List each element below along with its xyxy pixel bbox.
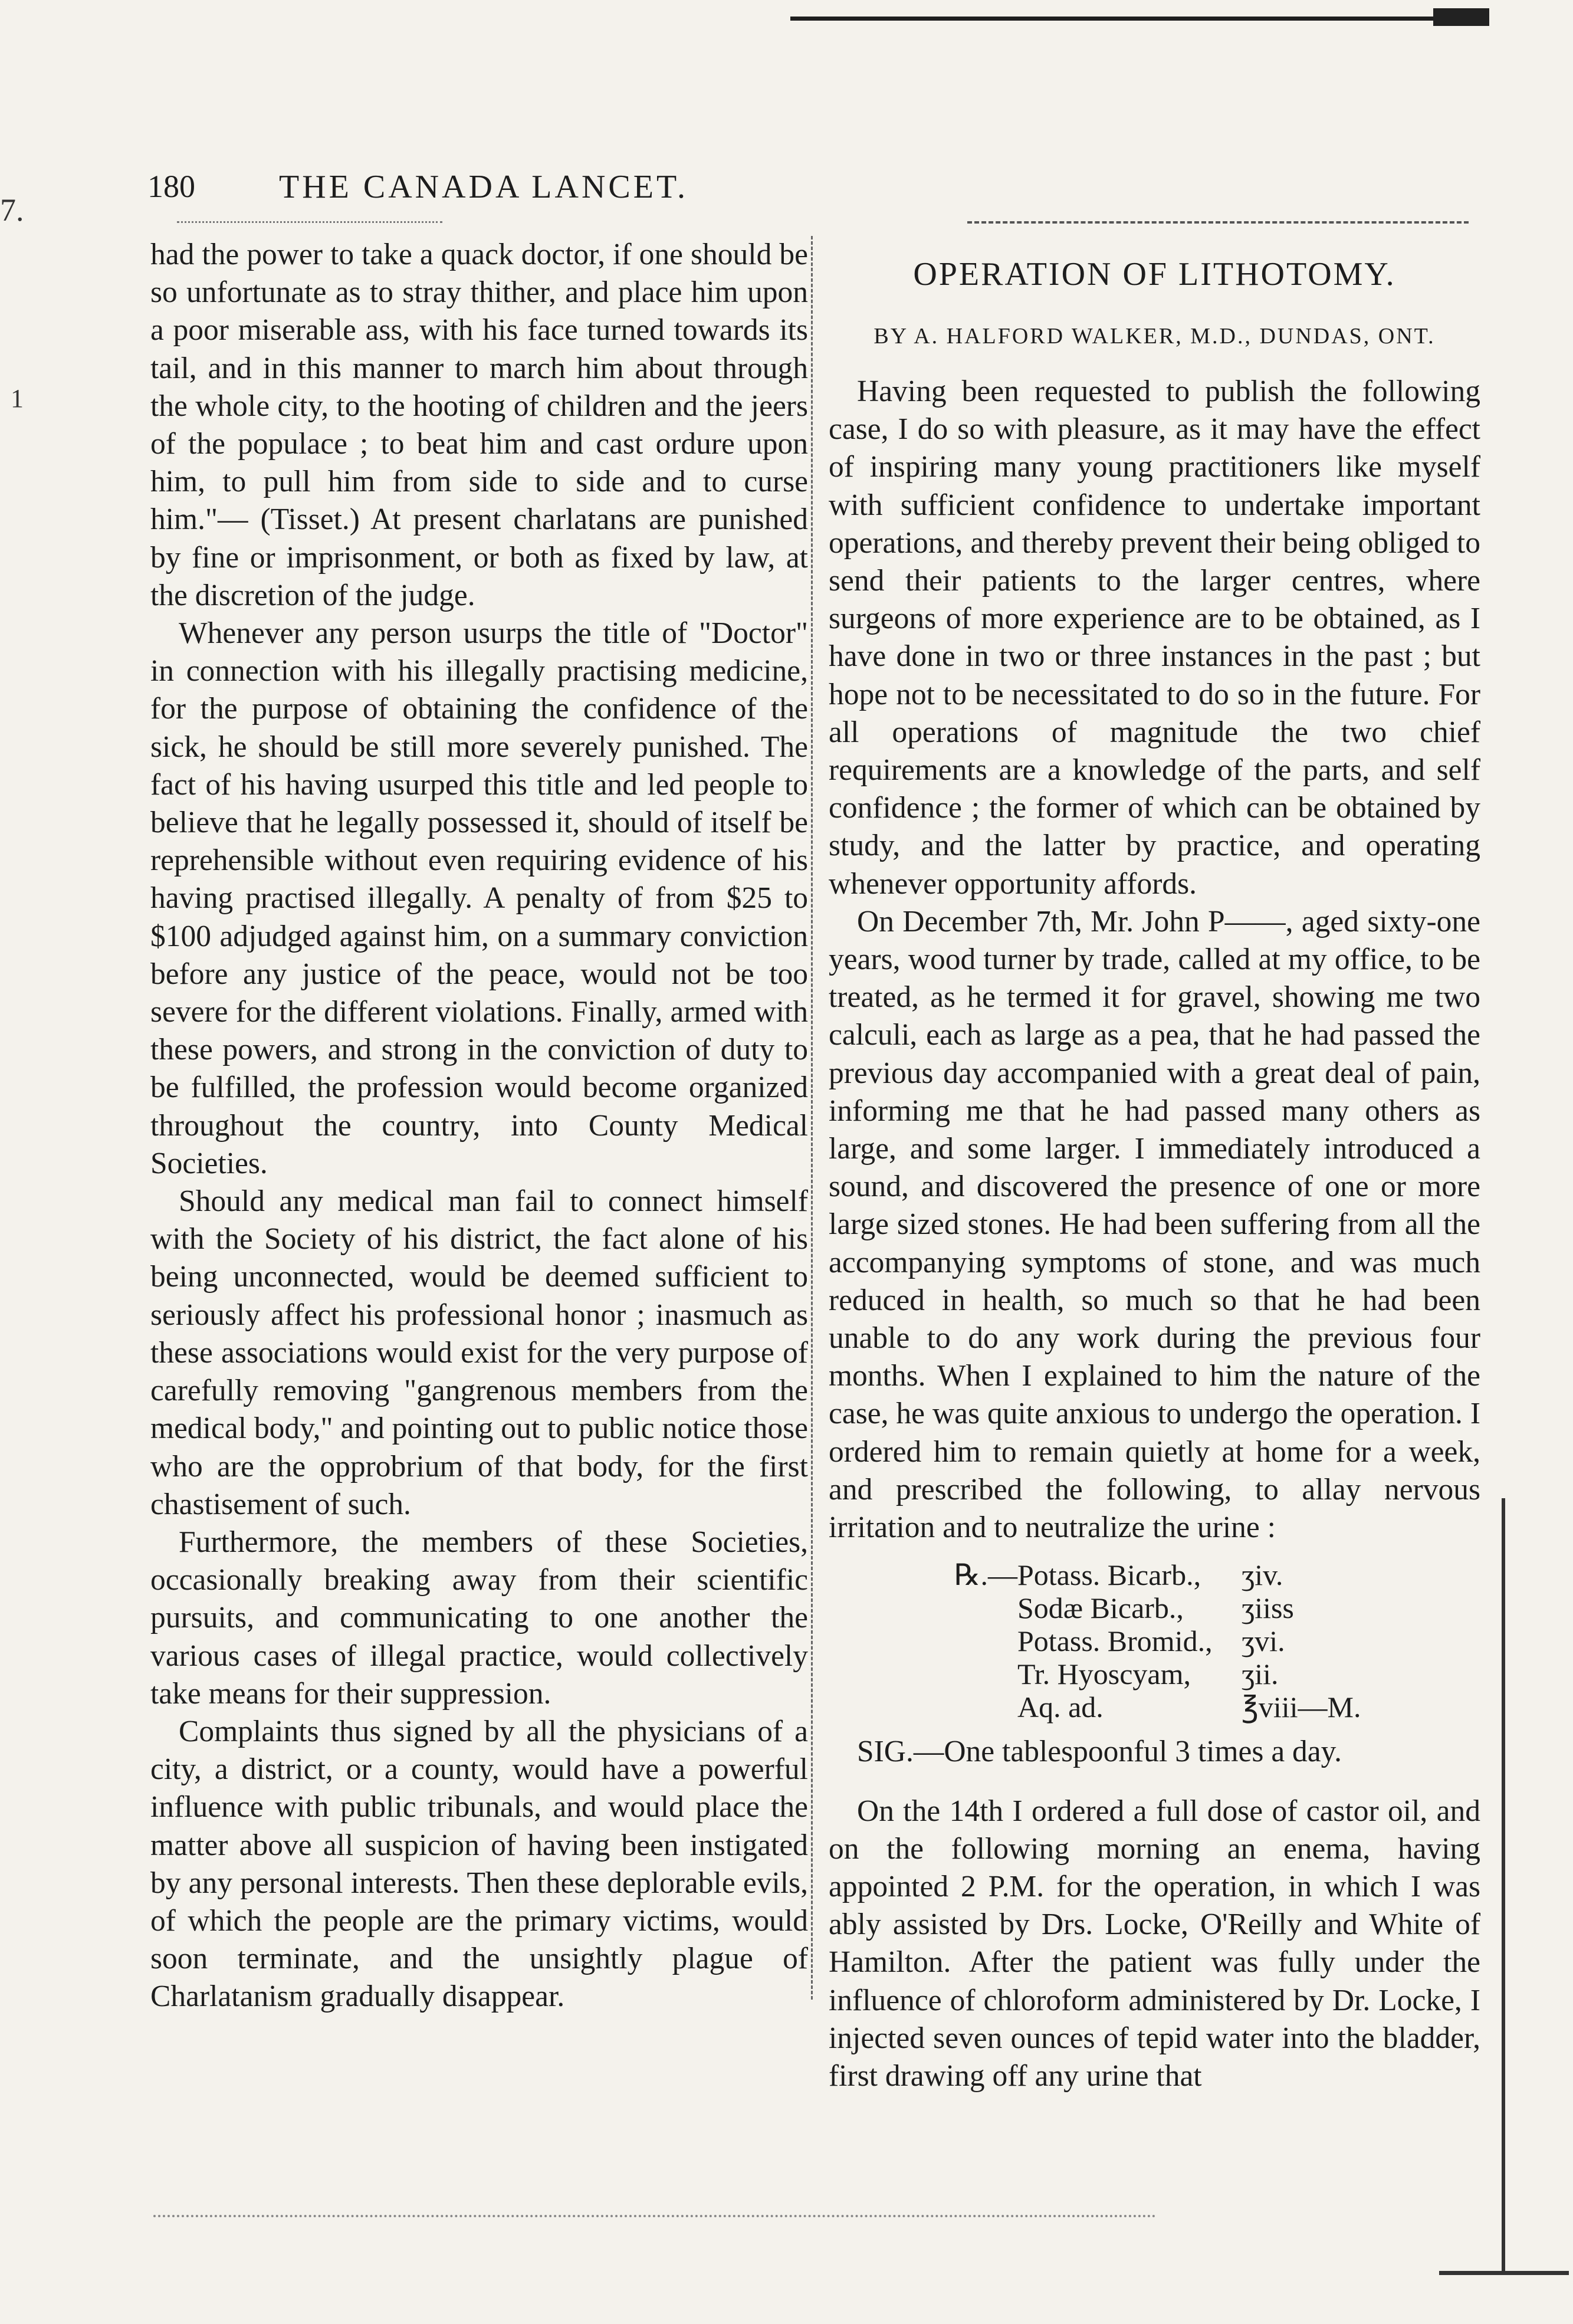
rx-item: Potass. Bicarb.,	[1017, 1558, 1201, 1592]
margin-mark: 7.	[0, 192, 24, 228]
rx-prefix	[829, 1624, 1017, 1657]
paragraph: Whenever any person usurps the title of "Doctor" in connection with his illegally practising medicine, for the purpose of obtaining the confidence of the sick, he should be still more severely punished. The fact of his having usurped this title and led people to believe that he legally possessed it, should of itself be reprehensible without even requiring evidence of his having practised illegally. A penalty of from $25 to $100 adjudged against him, on a summary conviction before any justice of the peace, would not be too severe for the different violations. Finally, armed with these powers, and strong in the conviction of duty to be fulfilled, the profession would become organized throughout the country, into County Medical Societies.	[150, 616, 808, 1180]
rx-prefix: ℞.—	[954, 1558, 1017, 1592]
rx-prefix	[829, 1657, 1017, 1691]
prescription-row	[829, 1657, 1480, 1691]
column-divider	[811, 236, 813, 2000]
rx-item: Sodæ Bicarb.,	[1017, 1591, 1184, 1625]
prescription-row	[829, 1591, 1480, 1624]
rx-prefix	[829, 1591, 1017, 1624]
rx-dose: ʒii.	[1242, 1657, 1279, 1691]
page-header	[147, 168, 820, 215]
rx-dose: ℥viii—M.	[1242, 1691, 1361, 1724]
scan-bottom-noise	[153, 2215, 1156, 2217]
paragraph: Complaints thus signed by all the physicians of a city, a district, or a county, would have a powerful influence with public tribunals, and would place the matter above all suspicion of having been instigated by any personal interests. Then these deplorable evils, of which the people are the primary victims, would soon terminate, and the unsightly plague of Charlatanism gradually disappear.	[150, 1714, 808, 2014]
top-scan-rule	[790, 17, 1486, 21]
header-rule	[967, 221, 1469, 224]
paragraph: Having been requested to publish the following case, I do so with pleasure, as it may have the effect of inspiring many young practitioners like myself with sufficient confidence to undertake important operations, and thereby prevent their being obliged to send their patients to the larger centres, where surgeons of more experience are to be obtained, as I have done in two or three instances in the past ; but hope not to be necessitated to do so in the future. For all operations of magnitude the two chief requirements are a knowledge of the parts, and self confidence ; the former of which can be obtained by study, and the latter by practice, and operating whenever opportunity affords.	[829, 375, 1480, 901]
prescription	[829, 1558, 1480, 1724]
rx-item: Aq. ad.	[1017, 1691, 1104, 1724]
rx-item: Tr. Hyoscyam,	[1017, 1657, 1191, 1691]
margin-mark: 1	[11, 384, 24, 413]
rx-dose: ʒiv.	[1242, 1558, 1283, 1592]
rx-dose: ʒiiss	[1242, 1591, 1294, 1625]
rx-prefix	[829, 1691, 1017, 1724]
prescription-row	[829, 1624, 1480, 1657]
prescription-row	[829, 1691, 1480, 1724]
paragraph: Furthermore, the members of these Societies, occasionally breaking away from their scientific pursuits, and communicating to one another the various cases of illegal practice, would collectively take means for their suppression.	[150, 1525, 808, 1711]
prescription-sig: SIG.—One tablespoonful 3 times a day.	[857, 1735, 1342, 1769]
article-byline: BY A. HALFORD WALKER, M.D., DUNDAS, ONT.	[873, 324, 1436, 349]
scan-edge-base	[1439, 2271, 1569, 2275]
article-title: OPERATION OF LITHOTOMY.	[913, 256, 1396, 293]
rx-item: Potass. Bromid.,	[1017, 1624, 1213, 1658]
paragraph: Should any medical man fail to connect himself with the Society of his district, the fact alone of his being unconnected, would be deemed sufficient to seriously affect his professional honor ; inasmuch as these associations would exist for the very purpose of carefully removing "gangrenous members from the medical body," and pointing out to public notice those who are the opprobrium of that body, for the first chastisement of such.	[150, 1184, 808, 1521]
page-number: 180	[147, 169, 195, 204]
left-column	[150, 236, 808, 2016]
prescription-row	[829, 1558, 1480, 1591]
header-rule	[177, 221, 442, 223]
scan-edge-line	[1502, 1498, 1505, 2271]
rx-dose: ʒvi.	[1242, 1624, 1285, 1658]
top-scan-tab	[1433, 8, 1489, 26]
running-title: THE CANADA LANCET.	[278, 169, 689, 205]
right-column	[829, 236, 1480, 2095]
paragraph: had the power to take a quack doctor, if one should be so unfortunate as to stray thither, and place him upon a poor miserable ass, with his face turned towards its tail, and in this manner to march him about through the whole city, to the hooting of children and the jeers of the populace ; to beat him and cast ordure upon him, to pull him from side to side and to curse him."— (Tisset.) At present charlatans are punished by fine or imprisonment, or both as fixed by law, at the discretion of the judge.	[150, 238, 808, 612]
paragraph: On December 7th, Mr. John P——, aged sixty-one years, wood turner by trade, called at my office, to be treated, as he termed it for gravel, showing me two calculi, each as large as a pea, that he had passed the previous day accompanied with a great deal of pain, informing me that he had passed many others as large, and some larger. I immediately introduced a sound, and discovered the presence of one or more large sized stones. He had been suffering from all the accompanying symptoms of stone, and was much reduced in health, so much so that he had been unable to do any work during the previous four months. When I explained to him the nature of the case, he was quite anxious to undergo the operation. I ordered him to remain quietly at home for a week, and prescribed the following, to allay nervous irritation and to neutralize the urine :	[829, 904, 1480, 1545]
paragraph: On the 14th I ordered a full dose of castor oil, and on the following morning an enema, having appointed 2 P.M. for the operation, in which I was ably assisted by Drs. Locke, O'Reilly and White of Hamilton. After the patient was fully under the influence of chloroform administered by Dr. Locke, I injected seven ounces of tepid water into the bladder, first drawing off any urine that	[829, 1794, 1480, 2093]
